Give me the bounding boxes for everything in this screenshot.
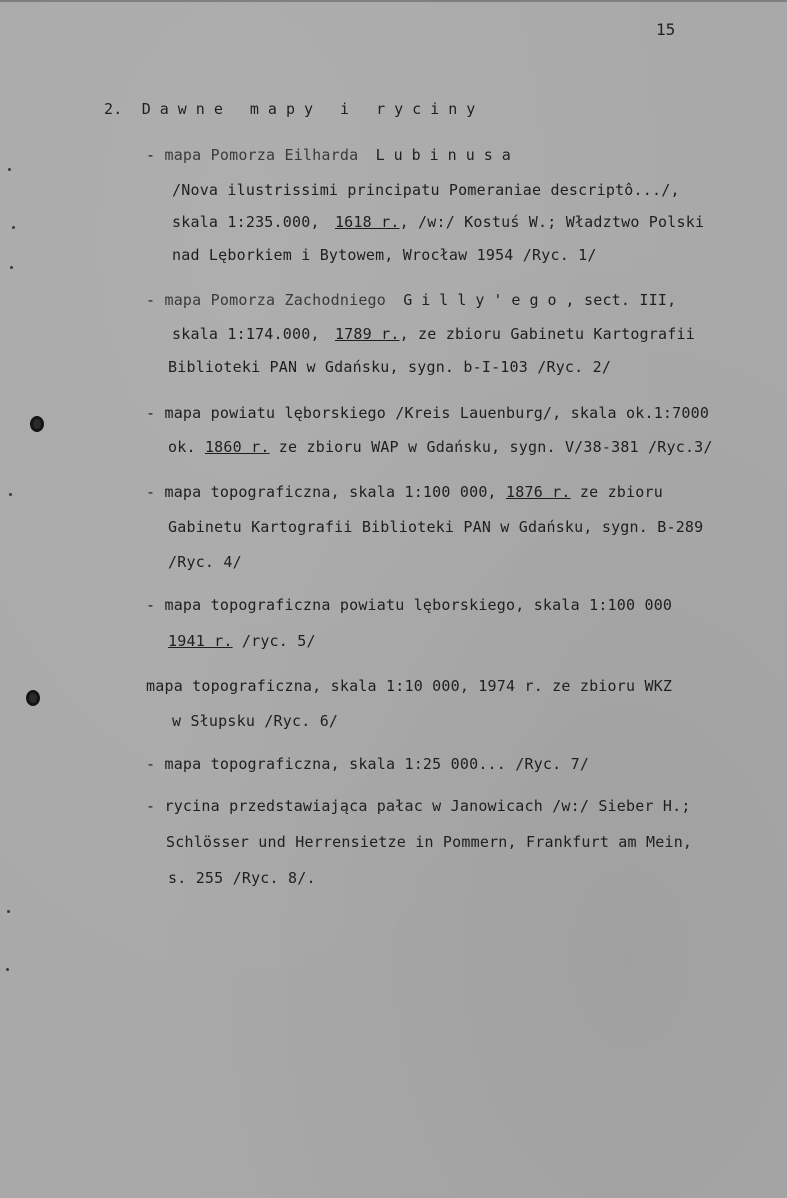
year-underlined: 1618 r. [334, 213, 400, 231]
entry-text: ok. [168, 438, 205, 456]
speck [8, 168, 11, 171]
list-dash: - [146, 755, 156, 773]
year-underlined: 1876 r. [506, 483, 571, 501]
speck [9, 493, 12, 496]
entry-4-line-3: /Ryc. 4/ [168, 553, 242, 571]
entry-text: mapa powiatu lęborskiego /Kreis Lauenburg/, skala ok.1:7000 [164, 404, 710, 422]
speck [7, 910, 10, 913]
entry-text: , /w:/ Kostuś W.; Władztwo Polski [399, 213, 705, 231]
list-dash: - [146, 596, 156, 614]
page-number: 15 [656, 20, 676, 39]
entry-7-line-1 [146, 755, 589, 773]
entry-6-line-1: mapa topograficzna, skala 1:10 000, 1974 r. ze zbioru WKZ [146, 677, 673, 695]
entry-2-line-3: Biblioteki PAN w Gdańsku, sygn. b-I-103 /Ryc. 2/ [168, 358, 612, 376]
entry-text: mapa topograficzna powiatu lęborskiego, skala 1:100 000 [164, 596, 673, 614]
page-top-edge [0, 0, 787, 2]
entry-text: rycina przedstawiająca pałac w Janowicach /w:/ Sieber H.; [164, 797, 691, 815]
entry-3-line-1 [146, 404, 709, 422]
entry-8-line-2: Schlösser und Herrensietze in Pommern, Frankfurt am Mein, [166, 833, 693, 851]
entry-8-line-3: s. 255 /Ryc. 8/. [168, 869, 316, 887]
author-name-spaced: Gilly'ego [403, 291, 566, 309]
entry-text: , ze zbioru Gabinetu Kartografii [399, 325, 695, 343]
entry-2-line-1 [146, 291, 676, 309]
entry-1-line-2: /Nova ilustrissimi principatu Pomeraniae descriptô.../, [172, 181, 680, 199]
entry-text: skala 1:235.000, [172, 213, 329, 231]
entry-text: mapa topograficzna, skala 1:100 000, [164, 483, 507, 501]
speck [12, 226, 15, 229]
entry-text: mapa topograficzna, skala 1:25 000... /Ryc. 7/ [164, 755, 590, 773]
speck [10, 266, 13, 269]
entry-text: ze zbioru [570, 483, 663, 501]
list-dash: - [146, 291, 156, 309]
year-underlined: 1789 r. [334, 325, 400, 343]
entry-8-line-1 [146, 797, 691, 815]
entry-2-line-2 [172, 325, 695, 343]
entry-1-line-4: nad Lęborkiem i Bytowem, Wrocław 1954 /Ryc. 1/ [172, 246, 597, 264]
entry-text: mapa Pomorza Eilharda [164, 146, 359, 164]
entry-5-line-1 [146, 596, 672, 614]
binder-hole-lower [26, 690, 40, 706]
entry-text: ze zbioru WAP w Gdańsku, sygn. V/38-381 /Ryc.3/ [269, 438, 713, 456]
section-title: Dawne mapy i ryciny [141, 100, 485, 118]
year-underlined: 1941 r. [168, 632, 233, 650]
entry-5-line-2 [168, 632, 316, 650]
list-dash: - [146, 146, 156, 164]
entry-4-line-1 [146, 483, 663, 501]
year-underlined: 1860 r. [204, 438, 270, 456]
entry-text: skala 1:174.000, [172, 325, 329, 343]
entry-text: , sect. III, [565, 291, 677, 309]
entry-1-line-1 [146, 146, 520, 164]
list-dash: - [146, 797, 156, 815]
binder-hole-upper [30, 416, 44, 432]
entry-text: mapa Pomorza Zachodniego [164, 291, 387, 309]
list-dash: - [146, 404, 156, 422]
entry-6-line-2: w Słupsku /Ryc. 6/ [172, 712, 339, 730]
speck [6, 968, 9, 971]
entry-text: /ryc. 5/ [232, 632, 316, 650]
section-number: 2. [104, 100, 123, 118]
entry-4-line-2: Gabinetu Kartografii Biblioteki PAN w Gdańsku, sygn. B-289 [168, 518, 704, 536]
author-name-spaced: Lubinusa [375, 146, 520, 164]
section-heading [104, 100, 484, 118]
entry-1-line-3 [172, 213, 704, 231]
entry-3-line-2 [168, 438, 713, 456]
list-dash: - [146, 483, 156, 501]
